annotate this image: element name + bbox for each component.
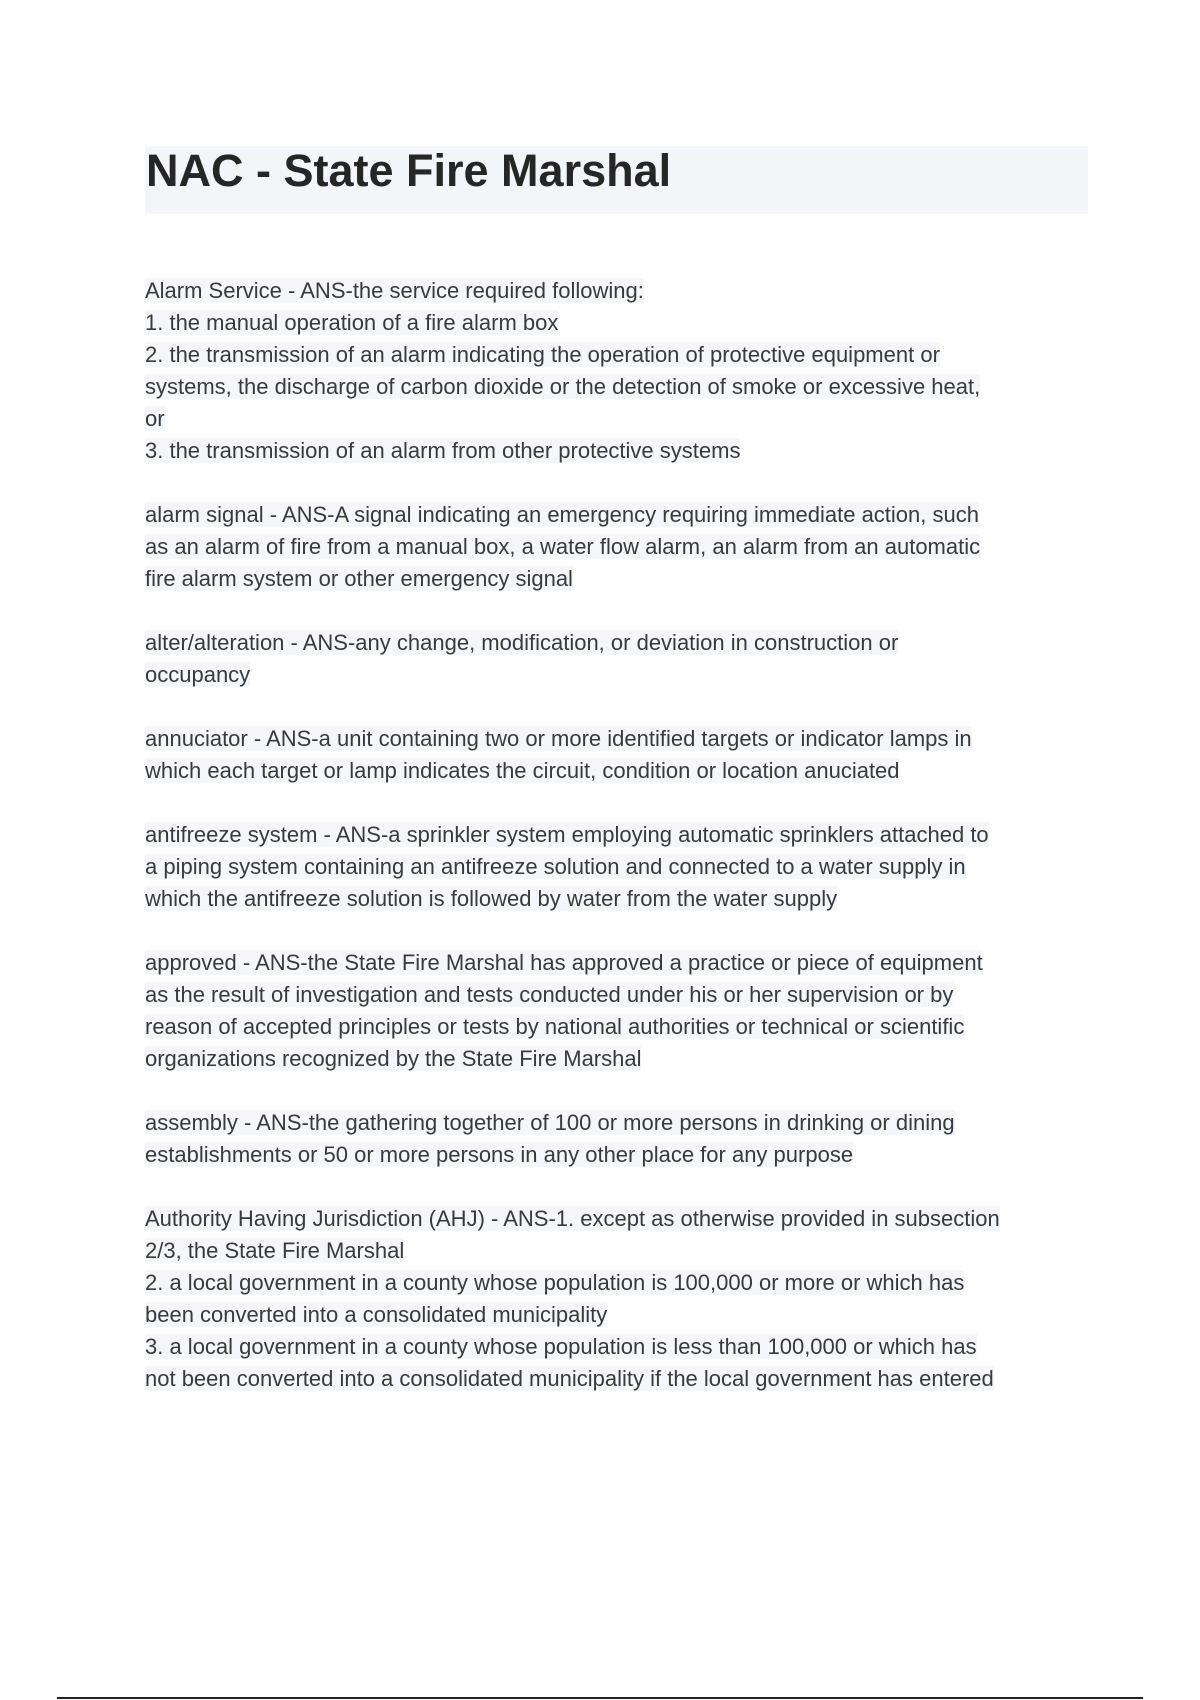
definition-line: 1. the manual operation of a fire alarm box xyxy=(145,310,559,335)
definition-line: not been converted into a consolidated municipality if the local government has entered xyxy=(145,1366,994,1391)
definition-line: establishments or 50 or more persons in any other place for any purpose xyxy=(145,1142,854,1167)
definition-line: alarm signal - ANS-A signal indicating an emergency requiring immediate action, such xyxy=(145,502,979,527)
definition-line: as the result of investigation and tests conducted under his or her supervision or by xyxy=(145,982,954,1007)
definition-line: alter/alteration - ANS-any change, modification, or deviation in construction or xyxy=(145,630,899,655)
definition-line: which the antifreeze solution is followed by water from the water supply xyxy=(145,886,838,911)
definition-line: Alarm Service - ANS-the service required following: xyxy=(145,278,644,303)
definition-assembly xyxy=(145,1107,1095,1171)
definition-line: which each target or lamp indicates the circuit, condition or location anuciated xyxy=(145,758,900,783)
definition-line: 3. a local government in a county whose population is less than 100,000 or which has xyxy=(145,1334,977,1359)
definition-annuciator xyxy=(145,723,1095,787)
definition-alteration xyxy=(145,627,1095,691)
definition-alarm-signal xyxy=(145,499,1095,595)
definitions-list xyxy=(145,275,1095,1427)
definition-line: assembly - ANS-the gathering together of 100 or more persons in drinking or dining xyxy=(145,1110,955,1135)
page-title: NAC - State Fire Marshal xyxy=(146,145,672,196)
definition-alarm-service xyxy=(145,275,1095,467)
definition-line: annuciator - ANS-a unit containing two or more identified targets or indicator lamps in xyxy=(145,726,972,751)
definition-line: occupancy xyxy=(145,662,251,687)
definition-line: systems, the discharge of carbon dioxide or the detection of smoke or excessive heat, xyxy=(145,374,981,399)
definition-approved xyxy=(145,947,1095,1075)
definition-line: Authority Having Jurisdiction (AHJ) - ANS-1. except as otherwise provided in subsection xyxy=(145,1206,1000,1231)
definition-line: reason of accepted principles or tests by national authorities or technical or scientific xyxy=(145,1014,965,1039)
definition-line: as an alarm of fire from a manual box, a water flow alarm, an alarm from an automatic xyxy=(145,534,981,559)
definition-line: 3. the transmission of an alarm from other protective systems xyxy=(145,438,741,463)
definition-line: a piping system containing an antifreeze solution and connected to a water supply in xyxy=(145,854,966,879)
definition-authority-having-jurisdiction xyxy=(145,1203,1095,1395)
definition-line: 2. the transmission of an alarm indicating the operation of protective equipment or xyxy=(145,342,940,367)
definition-line: or xyxy=(145,406,165,431)
definition-line: 2. a local government in a county whose population is 100,000 or more or which has xyxy=(145,1270,965,1295)
definition-line: 2/3, the State Fire Marshal xyxy=(145,1238,405,1263)
definition-antifreeze-system xyxy=(145,819,1095,915)
definition-line: organizations recognized by the State Fire Marshal xyxy=(145,1046,642,1071)
definition-line: approved - ANS-the State Fire Marshal has approved a practice or piece of equipment xyxy=(145,950,983,975)
definition-line: antifreeze system - ANS-a sprinkler system employing automatic sprinklers attached to xyxy=(145,822,989,847)
definition-line: been converted into a consolidated municipality xyxy=(145,1302,608,1327)
definition-line: fire alarm system or other emergency signal xyxy=(145,566,573,591)
page-bottom-rule xyxy=(57,1697,1143,1699)
